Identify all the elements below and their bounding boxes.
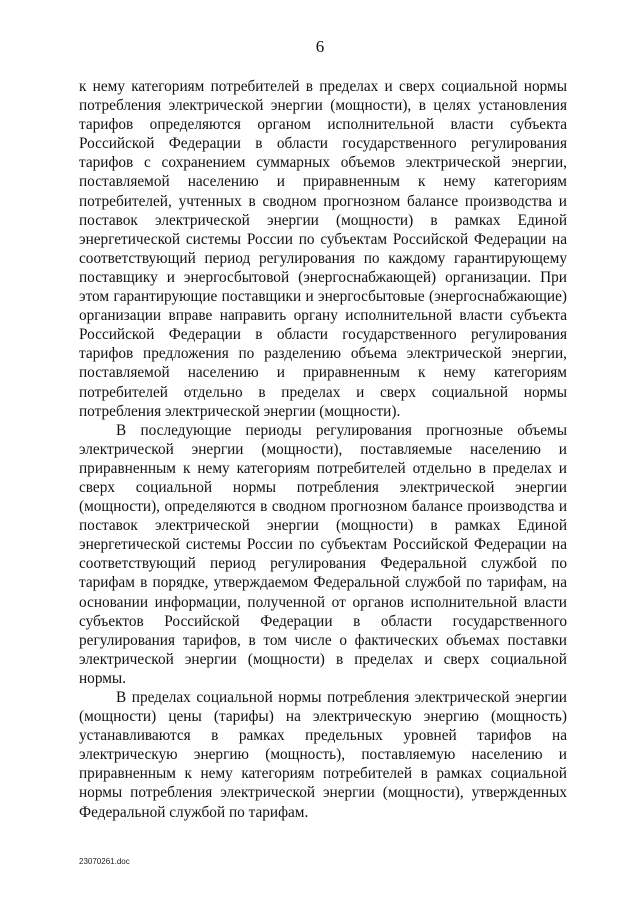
paragraph-2: В последующие периоды регулирования прогнозные объемы электрической энергии (мощности), поставляемые населению и приравненным к нему категориям потребителей отдельно в пределах и сверх социальной нормы потребления электрической энергии (мощности), определяются в сводном прогнозном балансе производства и поставок электрической энергии (мощности) в рамках Единой энергетической системы России по субъектам Российской Федерации на соответствующий период регулирования Федеральной службой по тарифам в порядке, утверждаемом Федеральной службой по тарифам, на основании информации, полученной от органов исполнительной власти субъектов Российской Федерации в области государственного регулирования тарифов, в том числе о фактических объемах поставки электрической энергии (мощности) в пределах и сверх социальной нормы. <box>79 421 567 687</box>
footer-filename: 23070261.doc <box>79 857 130 866</box>
paragraph-1: к нему категориям потребителей в пределах и сверх социальной нормы потребления электрической энергии (мощности), в целях установления тарифов определяются органом исполнительной власти субъекта Российской Федерации в области государственного регулирования тарифов с сохранением суммарных объемов электрической энергии, поставляемой населению и приравненным к нему категориям потребителей, учтенных в сводном прогнозном балансе производства и поставок электрической энергии (мощности) в рамках Единой энергетической системы России по субъектам Российской Федерации на соответствующий период регулирования по каждому гарантирующему поставщику и энергосбытовой (энергоснабжающей) организации. При этом гарантирующие поставщики и энергосбытовые (энергоснабжающие) организации вправе направить органу исполнительной власти субъекта Российской Федерации в области государственного регулирования тарифов предложения по разделению объема электрической энергии, поставляемой населению и приравненным к нему категориям потребителей отдельно в пределах и сверх социальной нормы потребления электрической энергии (мощности). <box>79 78 567 420</box>
paragraph-3: В пределах социальной нормы потребления электрической энергии (мощности) цены (тарифы) на электрическую энергию (мощность) устанавливаются в рамках предельных уровней тарифов на электрическую энергию (мощность), поставляемую населению и приравненным к нему категориям потребителей в рамках социальной нормы потребления электрической энергии (мощности), утвержденных Федеральной службой по тарифам. <box>79 689 567 821</box>
page-number: 6 <box>315 37 325 56</box>
document-body <box>79 77 567 822</box>
